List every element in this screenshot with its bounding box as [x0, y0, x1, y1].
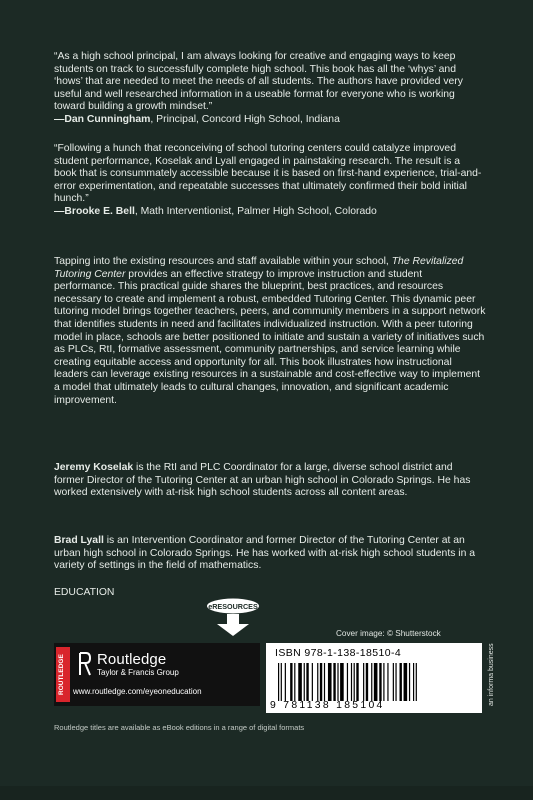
publisher-side-label: ROUTLEDGE: [58, 654, 65, 695]
publisher-subtitle: Taylor & Francis Group: [97, 668, 179, 677]
author-bio-text: is the RtI and PLC Coordinator for a large, diverse school district and former Director of the Tutoring Center at an urban high school in Colorado Springs. He has worked extensively with at-risk high school students across all content areas.: [54, 462, 471, 499]
book-description: [54, 256, 486, 407]
quote-text: “As a high school principal, I am always looking for creative and engaging ways to keep students on track to successfully complete high school. This book has all the ‘whys’ and ‘hows’ that are needed to meet the needs of all students. The authors have provided very useful and well researched information in a useable format for everyone who is working toward building a growth mindset.”: [54, 51, 463, 113]
author-bio-lyall: [54, 535, 484, 573]
cover-credit: Cover image: © Shutterstock: [336, 629, 441, 638]
quote-author: —Brooke E. Bell: [54, 205, 135, 217]
author-name: Brad Lyall: [54, 535, 104, 546]
publisher-name: Routledge: [97, 651, 167, 668]
isbn-barcode: [266, 643, 482, 713]
bottom-band: [0, 786, 533, 800]
ebook-footnote: Routledge titles are available as eBook editions in a range of digital formats: [54, 723, 305, 732]
quote-dan-cunningham: [54, 51, 484, 127]
quote-brooke-bell: [54, 143, 484, 219]
description-text-end: provides an effective strategy to improve instruction and student performance. This practical guide shares the blueprint, best practices, and resources necessary to create and implement a robust, embedded Tutoring Center. This dynamic peer tutoring model brings together teachers, peers, and community members in a support network that identifies students in need and facilitates individualized instruction. With a peer tutoring model in place, schools are better positioned to initiate and sustain a variety of initiatives such as PLCs, RtI, formative assessment, community partnerships, and service learning while creating equitable access and opportunity for all. This book illustrates how instructional leaders can leverage existing resources in a sustainable and cost-effective way to implement a model that ultimately leads to cultural changes, innovation, and significant academic improvement.: [54, 268, 486, 406]
author-name: Jeremy Koselak: [54, 462, 134, 473]
eresources-label: eRESOURCES: [208, 602, 258, 611]
quote-author: —Dan Cunningham: [54, 113, 151, 125]
eresources-download-icon: [206, 598, 260, 638]
routledge-r-icon: [78, 651, 92, 677]
author-bio-text: is an Intervention Coordinator and former Director of the Tutoring Center at an urban high school in Colorado Springs. He has worked with at-risk high school students in a variety of settings in the field of mathematics.: [54, 535, 476, 572]
barcode-icon: [276, 663, 472, 701]
barcode-digits: 9 781138 185104: [270, 700, 385, 711]
description-text-start: Tapping into the existing resources and staff available within your school,: [54, 256, 392, 267]
book-title: The Revitalized Tutoring Center: [54, 256, 464, 280]
quote-role: , Math Interventionist, Palmer High School, Colorado: [134, 205, 377, 217]
publisher-side-tab: [56, 647, 70, 702]
informa-label: an informa business: [488, 643, 495, 706]
category-label: EDUCATION: [54, 587, 115, 598]
isbn-label: ISBN 978-1-138-18510-4: [275, 647, 402, 659]
quote-text: “Following a hunch that reconceiving of school tutoring centers could catalyze improved student performance, Koselak and Lyall engaged in painstaking research. The result is a book that is consummately accessible because it is based on first-hand experience, trial-and-error experimentation, and repeatable successes that ultimately confirmed their bold initial hunch.”: [54, 143, 482, 205]
publisher-url: www.routledge.com/eyeoneducation: [73, 687, 202, 696]
publisher-logo-block: [54, 643, 260, 706]
author-bio-koselak: [54, 462, 484, 500]
quote-role: , Principal, Concord High School, Indiana: [150, 113, 340, 125]
